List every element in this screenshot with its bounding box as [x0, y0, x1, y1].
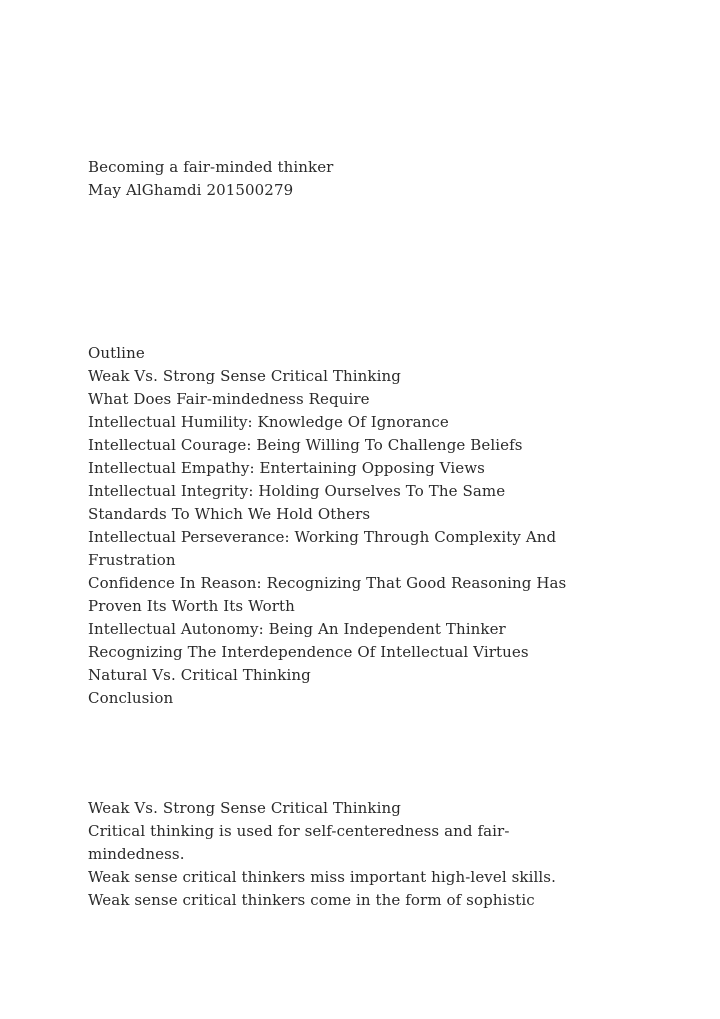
paragraph-line: Weak sense critical thinkers miss important high-level skills. [88, 868, 556, 886]
outline-item: Intellectual Integrity: Holding Ourselves To The Same [88, 482, 506, 500]
author-line: May AlGhamdi 201500279 [88, 181, 294, 199]
outline-item: Intellectual Autonomy: Being An Independent Thinker [88, 620, 506, 638]
paragraph-line: Weak sense critical thinkers come in the form of sophistic [88, 891, 535, 909]
outline-item: Natural Vs. Critical Thinking [88, 666, 311, 684]
outline-item: What Does Fair-mindedness Require [88, 390, 370, 408]
title-block [88, 156, 648, 202]
paragraph-line: Critical thinking is used for self-centeredness and fair- [88, 822, 510, 840]
outline-item: Proven Its Worth Its Worth [88, 597, 295, 615]
outline-item: Intellectual Humility: Knowledge Of Ignorance [88, 413, 449, 431]
outline-item: Frustration [88, 551, 176, 569]
outline-heading: Outline [88, 344, 145, 362]
document-title: Becoming a fair-minded thinker [88, 158, 334, 176]
paragraph-line: mindedness. [88, 845, 185, 863]
outline-item: Conclusion [88, 689, 174, 707]
section-block [88, 797, 648, 912]
outline-item: Standards To Which We Hold Others [88, 505, 371, 523]
outline-item: Confidence In Reason: Recognizing That Good Reasoning Has [88, 574, 567, 592]
outline-item: Intellectual Perseverance: Working Through Complexity And [88, 528, 557, 546]
outline-item: Weak Vs. Strong Sense Critical Thinking [88, 367, 401, 385]
outline-item: Recognizing The Interdependence Of Intellectual Virtues [88, 643, 529, 661]
outline-block [88, 342, 648, 710]
outline-item: Intellectual Empathy: Entertaining Opposing Views [88, 459, 485, 477]
section-heading: Weak Vs. Strong Sense Critical Thinking [88, 799, 401, 817]
outline-item: Intellectual Courage: Being Willing To Challenge Beliefs [88, 436, 523, 454]
